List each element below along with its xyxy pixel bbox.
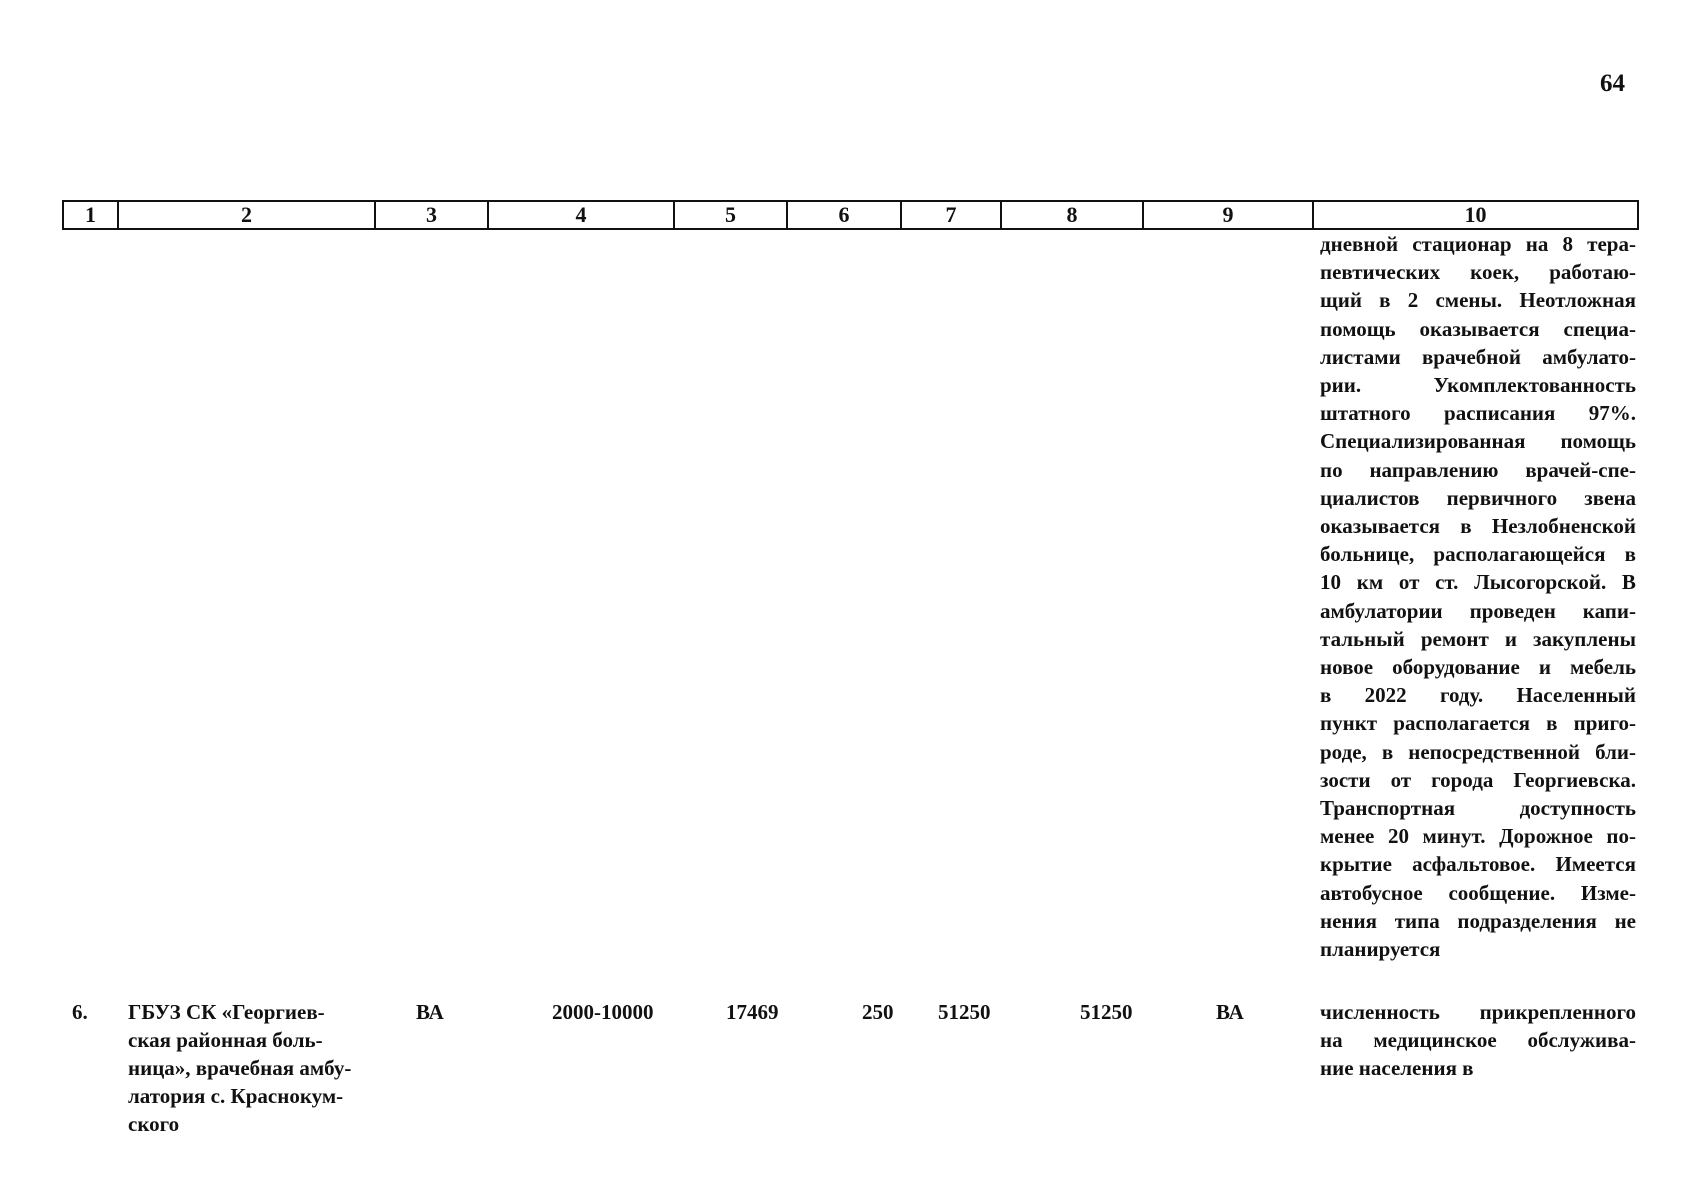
text-line	[1320, 456, 1636, 484]
text-line	[1320, 998, 1636, 1026]
word: располагающейся	[1433, 542, 1606, 567]
word: в	[1381, 739, 1394, 764]
name-line: ница», врачебная амбу-	[128, 1056, 352, 1080]
word: направлению	[1369, 457, 1499, 482]
text-line	[1320, 738, 1636, 766]
header-cell-10: 10	[1464, 202, 1487, 227]
cell-col5: 17469	[726, 1000, 779, 1024]
text-line	[1320, 343, 1636, 371]
word: 2022	[1364, 683, 1407, 708]
word: асфальтовое.	[1412, 852, 1536, 877]
header-cell-4: 4	[489, 202, 675, 228]
word: в	[1320, 683, 1332, 708]
word: доступность	[1519, 796, 1636, 821]
word: роде,	[1320, 739, 1367, 764]
word: Транспортная	[1320, 796, 1456, 821]
word: ремонт	[1420, 626, 1489, 651]
word: 2	[1407, 288, 1419, 313]
word: пункт	[1320, 711, 1378, 736]
word: амбулатории	[1320, 598, 1443, 623]
word: от	[1390, 767, 1412, 792]
name-line: ского	[128, 1112, 180, 1136]
word: прикрепленного	[1479, 1000, 1636, 1024]
text-line	[1320, 427, 1636, 455]
word: оказывается	[1320, 514, 1441, 539]
word: закуплены	[1533, 626, 1636, 651]
word: приго-	[1573, 711, 1636, 736]
word: проведен	[1469, 598, 1556, 623]
header-cell-9: 9	[1144, 202, 1314, 228]
text-line	[1320, 794, 1636, 822]
word: типа	[1394, 908, 1440, 933]
word: Имеется	[1555, 852, 1636, 877]
text-line	[1320, 879, 1636, 907]
word: Неотложная	[1519, 288, 1636, 313]
word: и	[1504, 626, 1517, 651]
cell-col4: 2000-10000	[552, 1000, 654, 1024]
word: Дорожное	[1499, 824, 1593, 849]
word: первичного	[1446, 485, 1558, 510]
text-line	[1320, 399, 1636, 427]
word: стационар	[1412, 232, 1512, 256]
word: Населенный	[1516, 683, 1636, 708]
word: Лысогорской.	[1474, 570, 1607, 595]
word: помощь	[1320, 316, 1396, 341]
word: тера-	[1587, 232, 1636, 256]
word: оборудование	[1392, 655, 1520, 680]
word: в	[1379, 288, 1391, 313]
text-line	[1320, 766, 1636, 794]
text-line	[1320, 907, 1636, 935]
word: сообщение.	[1448, 880, 1556, 905]
text-line	[1320, 850, 1636, 878]
cell-col9: ВА	[1216, 1000, 1244, 1024]
word: крытие	[1320, 852, 1392, 877]
cell-col8: 51250	[1080, 1000, 1133, 1024]
word: 8	[1562, 232, 1573, 256]
word: км	[1356, 570, 1384, 595]
word: штатного	[1320, 401, 1411, 426]
word: в	[1460, 514, 1472, 539]
word: Изме-	[1580, 880, 1636, 905]
cell-col10	[1320, 998, 1636, 1082]
page-number: 64	[1600, 70, 1625, 97]
word: амбулато-	[1542, 344, 1636, 369]
word: зости	[1320, 767, 1371, 792]
word: врачебной	[1421, 344, 1521, 369]
table-header-row	[62, 200, 1639, 230]
cell-col6: 250	[862, 1000, 894, 1024]
word: бли-	[1595, 739, 1636, 764]
name-line: ГБУЗ СК «Георгиев-	[128, 1000, 325, 1024]
word: на	[1320, 1028, 1343, 1052]
name-line: ская районная боль-	[128, 1028, 323, 1052]
text-line	[1320, 568, 1636, 596]
text-line	[1320, 653, 1636, 681]
word: нения	[1320, 908, 1377, 933]
header-cell-2: 2	[119, 202, 376, 228]
word: смены.	[1435, 288, 1503, 313]
word: в	[1624, 542, 1636, 567]
header-cell-8: 8	[1002, 202, 1144, 228]
header-cell-1: 1	[64, 202, 119, 228]
word: обслужива-	[1527, 1028, 1636, 1052]
word: врачей-спе-	[1525, 457, 1636, 482]
text-line	[1320, 625, 1636, 653]
word: тальный	[1320, 626, 1405, 651]
text-line	[1320, 315, 1636, 343]
word: автобусное	[1320, 880, 1423, 905]
text-line	[1320, 258, 1636, 286]
word: по-	[1606, 824, 1636, 849]
word: 10	[1320, 570, 1341, 595]
word: непосредственной	[1408, 739, 1581, 764]
word: Незлобненской	[1491, 514, 1636, 539]
word: оказывается	[1419, 316, 1540, 341]
word: листами	[1320, 344, 1401, 369]
word: певтических	[1320, 260, 1441, 285]
word: 97%.	[1588, 401, 1636, 426]
word: не	[1614, 908, 1636, 933]
word: Укомплектованность	[1433, 373, 1636, 398]
word: располагается	[1393, 711, 1530, 736]
word: по	[1320, 457, 1343, 482]
word: В	[1621, 570, 1636, 595]
text-line	[1320, 484, 1636, 512]
word: 20	[1387, 824, 1409, 849]
text-line	[1320, 230, 1636, 258]
word: циалистов	[1320, 485, 1420, 510]
text-line	[1320, 681, 1636, 709]
text-line	[1320, 512, 1636, 540]
word: новое	[1320, 655, 1374, 680]
cell-col3: ВА	[416, 1000, 444, 1024]
word: от	[1398, 570, 1420, 595]
text-line: ние населения в	[1320, 1056, 1474, 1080]
text-line	[1320, 286, 1636, 314]
text-line	[1320, 709, 1636, 737]
word: Георгиевска.	[1513, 767, 1636, 792]
word: и	[1538, 655, 1551, 680]
institution-name	[128, 998, 378, 1138]
word: работаю-	[1549, 260, 1636, 285]
word: Специализированная	[1320, 429, 1526, 454]
text-line	[1320, 371, 1636, 399]
word: менее	[1320, 824, 1375, 849]
text-line	[1320, 822, 1636, 850]
word: расписания	[1444, 401, 1556, 426]
text-line: планируется	[1320, 937, 1441, 962]
word: численность	[1320, 1000, 1440, 1024]
word: дневной	[1320, 232, 1399, 256]
word: минут.	[1422, 824, 1486, 849]
word: на	[1525, 232, 1549, 256]
header-cell-7: 7	[902, 202, 1002, 228]
word: медицинское	[1373, 1028, 1497, 1052]
word: помощь	[1560, 429, 1636, 454]
name-line: латория с. Краснокум-	[128, 1084, 344, 1108]
word: подразделения	[1457, 908, 1597, 933]
header-cell-5: 5	[675, 202, 788, 228]
word: рии.	[1320, 373, 1362, 398]
text-line	[1320, 1026, 1636, 1054]
word: звена	[1584, 485, 1636, 510]
word: щий	[1320, 288, 1362, 313]
word: году.	[1439, 683, 1484, 708]
word: коек,	[1470, 260, 1520, 285]
word: ст.	[1435, 570, 1459, 595]
word: больнице,	[1320, 542, 1415, 567]
word: города	[1431, 767, 1494, 792]
text-line	[1320, 597, 1636, 625]
row-number: 6.	[72, 1000, 88, 1024]
header-cell-6: 6	[788, 202, 902, 228]
word: капи-	[1582, 598, 1636, 623]
continued-description	[1320, 230, 1636, 963]
word: мебель	[1569, 655, 1636, 680]
text-line	[1320, 540, 1636, 568]
header-cell-3: 3	[376, 202, 489, 228]
word: в	[1546, 711, 1558, 736]
word: специа-	[1563, 316, 1636, 341]
cell-col7: 51250	[938, 1000, 991, 1024]
